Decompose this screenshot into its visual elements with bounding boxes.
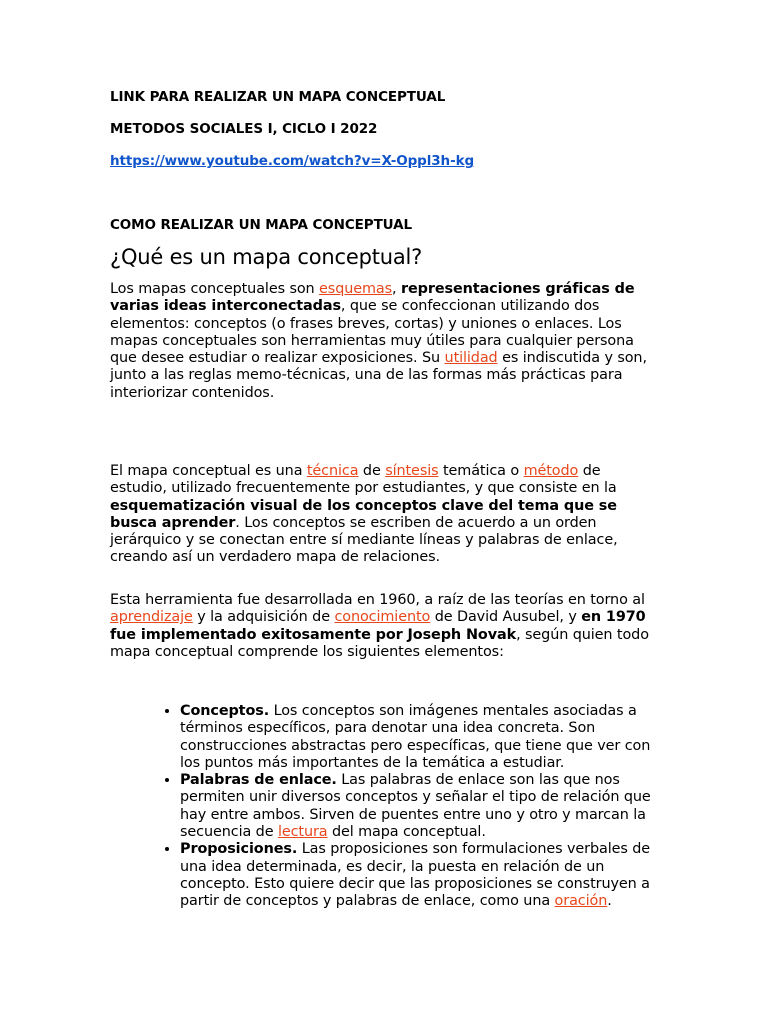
link-oracion[interactable]: oración bbox=[554, 893, 608, 910]
p3-text-1: Esta herramienta fue desarrollada en 1960, a raíz de las teorías en torno al bbox=[110, 592, 645, 608]
list-item-conceptos bbox=[180, 703, 658, 772]
list-item-text: Las palabras de enlace son las que nos permiten unir diversos conceptos y señalar el tipo de relación que hay entre ambos. Sirven de puentes entre uno y otro y marcan la secuencia de bbox=[180, 772, 651, 841]
youtube-link[interactable]: https://www.youtube.com/watch?v=X-Oppl3h-kg bbox=[110, 153, 475, 169]
link-lectura[interactable]: lectura bbox=[277, 824, 328, 841]
link-metodo[interactable]: método bbox=[523, 463, 579, 479]
list-item-term: Proposiciones. bbox=[180, 841, 298, 858]
link-esquemas[interactable]: esquemas bbox=[319, 281, 393, 297]
p1-text-3: , que se confeccionan utilizando dos elementos: conceptos (o frases breves, cortas) y uniones o enlaces. Los mapas conceptuales son herramientas muy útiles para cualquier persona que desee estudiar o realizar exposiciones. Su bbox=[110, 298, 634, 367]
course-line: METODOS SOCIALES I, CICLO I 2022 bbox=[110, 121, 378, 137]
p2-text-4: de estudio, utilizado frecuentemente por estudiantes, y que consiste en la bbox=[110, 463, 617, 497]
p3-text-3: de David Ausubel, y bbox=[430, 609, 582, 626]
p2-bold-1: esquematización visual de los conceptos clave del tema que se busca aprender bbox=[110, 497, 617, 531]
list-item-text: Los conceptos son imágenes mentales asociadas a términos específicos, para denotar una idea concreta. Son construcciones abstractas pero específicas, que tiene que ver con los puntos más importantes de la temática a estudiar. bbox=[180, 703, 651, 771]
p3-bold-1: en 1970 fue implementado exitosamente por Joseph Novak bbox=[110, 609, 646, 643]
list-item-term: Palabras de enlace. bbox=[180, 772, 337, 789]
elements-list bbox=[154, 703, 658, 911]
p1-text-1: Los mapas conceptuales son bbox=[110, 281, 320, 297]
list-item-text-end: . bbox=[607, 893, 612, 910]
list-item-text: Las proposiciones son formulaciones verbales de una idea determinada, es decir, la puesta en relación de un concepto. Esto quiere decir que las proposiciones se construyen a partir de conceptos y palabras de enlace, como una bbox=[180, 841, 651, 910]
paragraph-history bbox=[110, 592, 658, 661]
p1-bold-1: representaciones gráficas de varias ideas interconectadas bbox=[110, 281, 635, 315]
p3-text-2: y la adquisición de bbox=[192, 609, 335, 626]
link-conocimiento[interactable]: conocimiento bbox=[334, 609, 431, 626]
link-tecnica[interactable]: técnica bbox=[306, 463, 359, 479]
link-utilidad[interactable]: utilidad bbox=[444, 350, 498, 367]
p2-text-5: . Los conceptos se escriben de acuerdo a un orden jerárquico y se conectan entre sí mediante líneas y palabras de enlace, creando así un verdadero mapa de relaciones. bbox=[110, 514, 618, 566]
p2-text-1: El mapa conceptual es una bbox=[110, 463, 307, 479]
p1-text-4: es indiscutida y son, junto a las reglas memo-técnicas, una de las formas más prácticas para interiorizar contenidos. bbox=[110, 350, 647, 401]
paragraph-definition bbox=[110, 281, 658, 402]
link-aprendizaje[interactable]: aprendizaje bbox=[110, 609, 193, 626]
p2-text-2: de bbox=[358, 463, 386, 479]
document-title-line: LINK PARA REALIZAR UN MAPA CONCEPTUAL bbox=[110, 89, 446, 105]
link-sintesis[interactable]: síntesis bbox=[385, 463, 439, 479]
p3-text-4: , según quien todo mapa conceptual comprende los siguientes elementos: bbox=[110, 626, 649, 660]
list-item-proposiciones bbox=[180, 841, 658, 910]
p2-text-3: temática o bbox=[438, 463, 524, 479]
article-heading: ¿Qué es un mapa conceptual? bbox=[110, 245, 423, 269]
paragraph-technique bbox=[110, 463, 658, 567]
list-item-palabras-de-enlace bbox=[180, 772, 658, 841]
section-title: COMO REALIZAR UN MAPA CONCEPTUAL bbox=[110, 217, 412, 233]
p1-text-2: , bbox=[392, 281, 401, 297]
youtube-link-line bbox=[110, 153, 474, 169]
list-item-term: Conceptos. bbox=[180, 703, 270, 719]
list-item-text-end: del mapa conceptual. bbox=[327, 824, 486, 841]
